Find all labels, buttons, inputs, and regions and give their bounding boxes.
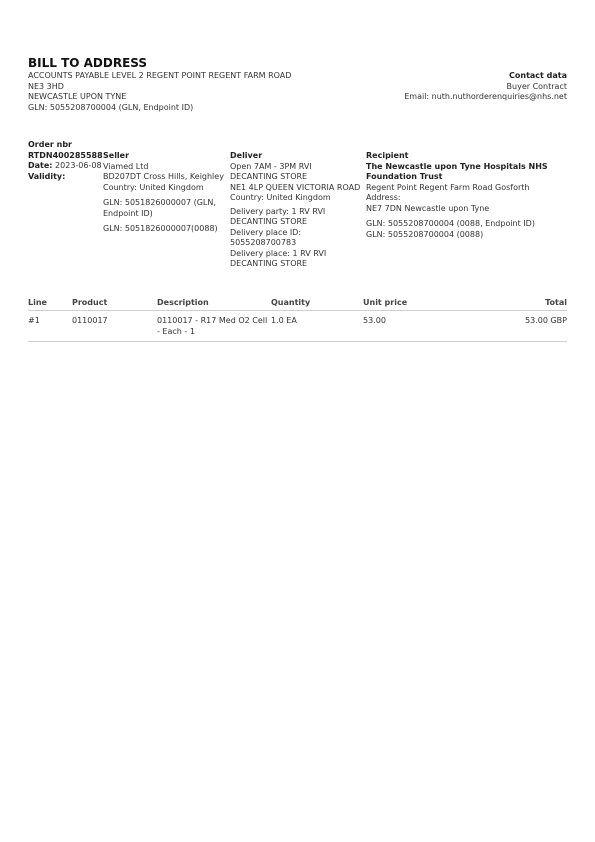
recipient-address-label: Address: — [366, 193, 401, 202]
contact-heading: Contact data — [509, 71, 567, 80]
date-value: 2023-06-08 — [55, 161, 102, 170]
row-line: #1 — [28, 316, 40, 325]
validity-label: Validity: — [28, 171, 66, 181]
recipient-heading: Recipient — [366, 151, 409, 160]
delivery-place: Delivery place: 1 RV RVI DECANTING STORE — [230, 248, 327, 268]
seller-gln-0088: GLN: 5051826000007(0088) — [103, 224, 218, 233]
row-total: 53.00 GBP — [525, 316, 567, 325]
date-label: Date: — [28, 161, 53, 170]
seller-name: Viamed Ltd — [103, 161, 149, 171]
order-info — [28, 140, 108, 182]
deliver-hours: Open 7AM - 3PM RVI — [230, 161, 312, 171]
table-header-divider — [28, 310, 567, 311]
deliver-block — [230, 151, 362, 270]
bill-to-line: NE3 3HD — [28, 81, 64, 91]
deliver-heading: Deliver — [230, 151, 263, 160]
recipient-name: The Newcastle upon Tyne Hospitals NHS Foundation Trust — [366, 161, 548, 181]
th-unit-price: Unit price — [363, 298, 408, 307]
bill-to-line: NEWCASTLE UPON TYNE — [28, 92, 127, 101]
deliver-country: Country: United Kingdom — [230, 193, 331, 202]
deliver-store: DECANTING STORE — [230, 172, 308, 181]
bill-to-address — [28, 71, 348, 113]
row-product: 0110017 — [72, 316, 108, 325]
contact-data — [404, 71, 567, 103]
seller-address: BD207DT Cross Hills, Keighley — [103, 172, 224, 181]
recipient-city: NE7 7DN Newcastle upon Tyne — [366, 203, 490, 213]
order-nbr-label: Order nbr — [28, 140, 72, 149]
seller-heading: Seller — [103, 151, 130, 160]
bill-to-title: BILL TO ADDRESS — [28, 56, 148, 70]
row-quantity: 1.0 EA — [271, 316, 297, 325]
recipient-block — [366, 151, 566, 240]
bill-to-gln: GLN: 5055208700004 (GLN, Endpoint ID) — [28, 102, 194, 112]
row-unit-price: 53.00 — [363, 316, 386, 325]
table-row-divider — [28, 341, 567, 342]
deliver-address: NE1 4LP QUEEN VICTORIA ROAD — [230, 182, 361, 192]
th-quantity: Quantity — [271, 298, 311, 307]
recipient-gln-0088: GLN: 5055208700004 (0088) — [366, 229, 484, 239]
seller-block — [103, 151, 229, 235]
order-nbr-value: RTDN400285588 — [28, 150, 103, 160]
th-line: Line — [28, 298, 47, 307]
delivery-place-id: Delivery place ID: 5055208700783 — [230, 227, 302, 247]
th-total: Total — [545, 298, 567, 307]
contact-line: Buyer Contract — [506, 81, 567, 91]
bill-to-line: ACCOUNTS PAYABLE LEVEL 2 REGENT POINT REGENT FARM ROAD — [28, 71, 292, 80]
contact-email: Email: nuth.nuthorderenquiries@nhs.net — [404, 92, 567, 101]
seller-country: Country: United Kingdom — [103, 182, 204, 192]
th-description: Description — [157, 298, 209, 307]
order-date — [28, 161, 108, 172]
seller-gln: GLN: 5051826000007 (GLN, Endpoint ID) — [103, 198, 216, 218]
th-product: Product — [72, 298, 108, 307]
recipient-gln: GLN: 5055208700004 (0088, Endpoint ID) — [366, 219, 535, 228]
recipient-street: Regent Point Regent Farm Road Gosforth — [366, 182, 530, 192]
delivery-party: Delivery party: 1 RV RVI DECANTING STORE — [230, 206, 326, 226]
row-description: 0110017 - R17 Med O2 Cell - Each - 1 — [157, 316, 268, 336]
